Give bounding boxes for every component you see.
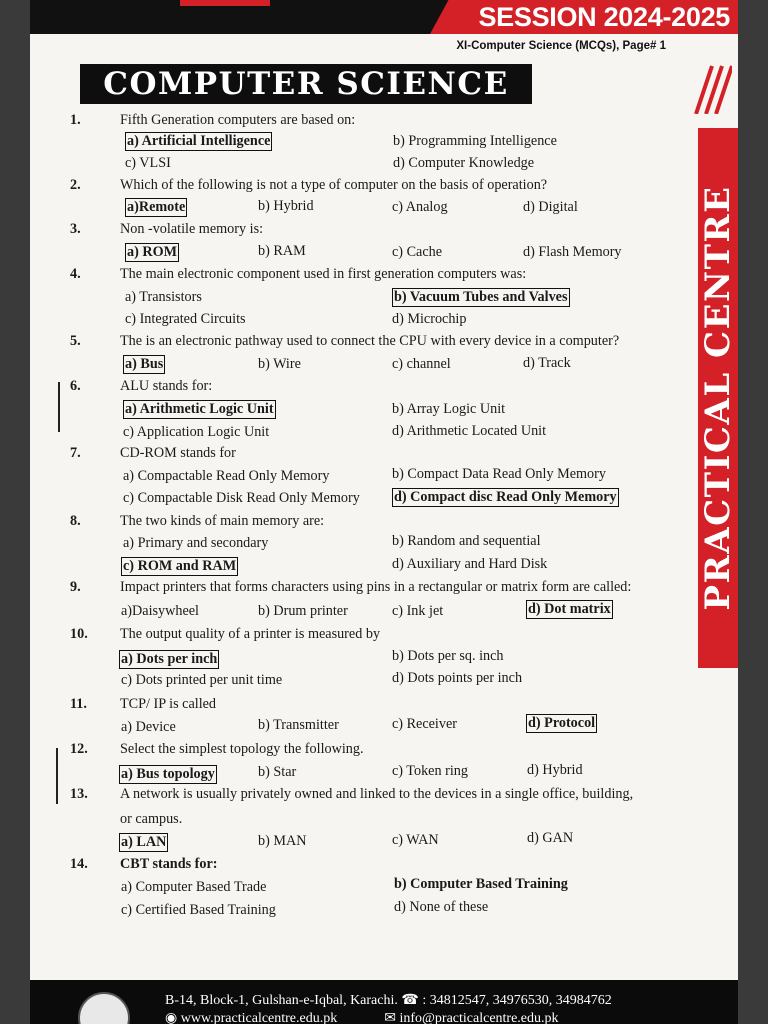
- option-d: d) Flash Memory: [523, 244, 622, 260]
- answer-option: a) Bus topology: [121, 766, 215, 782]
- answer-option: c) ROM and RAM: [123, 558, 237, 574]
- option-d: d) Microchip: [392, 311, 467, 327]
- question-text: The is an electronic pathway used to connect the CPU with every device in a computer?: [120, 333, 620, 349]
- question-number: 8.: [70, 513, 81, 529]
- answer-option: b) Computer Based Training: [394, 876, 568, 892]
- question-number: 9.: [70, 579, 81, 595]
- option-c: c) Certified Based Training: [121, 902, 276, 918]
- option-c: c) Cache: [392, 244, 443, 260]
- option-c: c) VLSI: [125, 155, 171, 171]
- option-b: b) Star: [258, 764, 297, 780]
- mcq-page: [30, 0, 738, 1024]
- answer-option: a) Bus: [125, 356, 164, 372]
- footer-contact-line: [165, 1010, 559, 1024]
- side-banner-text: PRACTICAL CENTRE: [698, 185, 738, 611]
- option-b: b) Array Logic Unit: [392, 401, 506, 417]
- question-text: Non -volatile memory is:: [120, 221, 264, 237]
- option-a: a)Daisywheel: [121, 603, 199, 619]
- question-text: CBT stands for:: [120, 856, 218, 872]
- answer-option: d) Protocol: [528, 715, 596, 731]
- question-number: 3.: [70, 221, 81, 237]
- phone-icon: ☎: [401, 993, 419, 1008]
- question-text: The main electronic component used in first generation computers was:: [120, 266, 527, 282]
- email-link[interactable]: info@practicalcentre.edu.pk: [399, 1011, 559, 1024]
- option-b: b) RAM: [258, 243, 306, 259]
- question-number: 5.: [70, 333, 81, 349]
- question-text: TCP/ IP is called: [120, 696, 217, 712]
- option-d: d) Dots points per inch: [392, 670, 523, 686]
- option-d: d) None of these: [394, 899, 489, 915]
- address: B-14, Block-1, Gulshan-e-Iqbal, Karachi.: [165, 993, 398, 1008]
- question-text: The output quality of a printer is measured by: [120, 626, 381, 642]
- question-number: 4.: [70, 266, 81, 282]
- option-d: d) GAN: [527, 830, 574, 846]
- question-number: 12.: [70, 741, 88, 757]
- question-number: 13.: [70, 786, 88, 802]
- option-c: c) Ink jet: [392, 603, 444, 619]
- option-b: b) Transmitter: [258, 717, 339, 733]
- option-d: d) Track: [523, 355, 571, 371]
- question-number: 6.: [70, 378, 81, 394]
- answer-option: b) Vacuum Tubes and Valves: [394, 289, 568, 305]
- option-b: b) Programming Intelligence: [393, 133, 557, 149]
- question-text: ALU stands for:: [120, 378, 213, 394]
- option-a: a) Device: [121, 719, 176, 735]
- answer-option: a) ROM: [127, 244, 178, 260]
- question-text: Select the simplest topology the following.: [120, 741, 364, 757]
- option-b: b) Wire: [258, 356, 301, 372]
- option-d: d) Hybrid: [527, 762, 583, 778]
- question-text: Fifth Generation computers are based on:: [120, 112, 356, 128]
- option-d: d) Arithmetic Located Unit: [392, 423, 547, 439]
- question-number: 1.: [70, 112, 81, 128]
- answer-option: a) Dots per inch: [121, 651, 218, 667]
- answer-option: a) Arithmetic Logic Unit: [125, 401, 274, 417]
- website-link[interactable]: www.practicalcentre.edu.pk: [180, 1011, 338, 1024]
- question-number: 10.: [70, 626, 88, 642]
- option-c: c) Integrated Circuits: [125, 311, 246, 327]
- option-c: c) Receiver: [392, 716, 457, 732]
- session-title: SESSION 2024-2025: [478, 2, 730, 32]
- option-a: a) Primary and secondary: [123, 535, 269, 551]
- footer: [30, 980, 738, 1024]
- question-text: A network is usually privately owned and linked to the devices in a single office, building,: [120, 786, 634, 802]
- answer-option: d) Compact disc Read Only Memory: [394, 489, 617, 505]
- answer-option: a) LAN: [121, 834, 167, 850]
- option-c: c) Dots printed per unit time: [121, 672, 283, 688]
- option-a: a) Computer Based Trade: [121, 879, 267, 895]
- pen-mark: [56, 748, 58, 804]
- globe-icon: ◉: [165, 1011, 178, 1024]
- option-b: b) MAN: [258, 833, 307, 849]
- footer-address-line: [165, 992, 612, 1009]
- option-c: c) channel: [392, 356, 451, 372]
- page-label: XI-Computer Science (MCQs), Page# 1: [456, 40, 666, 52]
- page-title: COMPUTER SCIENCE: [103, 66, 509, 102]
- question-number: 2.: [70, 177, 81, 193]
- option-d: d) Computer Knowledge: [393, 155, 535, 171]
- option-a: a) Compactable Read Only Memory: [123, 468, 330, 484]
- option-d: d) Auxiliary and Hard Disk: [392, 556, 548, 572]
- question-number: 11.: [70, 696, 87, 712]
- option-b: b) Dots per sq. inch: [392, 648, 504, 664]
- email-icon: ✉: [384, 1011, 396, 1024]
- question-text: Impact printers that forms characters using pins in a rectangular or matrix form are called:: [120, 579, 632, 595]
- question-text: CD-ROM stands for: [120, 445, 236, 461]
- option-b: b) Random and sequential: [392, 533, 541, 549]
- pen-mark: [58, 382, 60, 432]
- option-b: b) Compact Data Read Only Memory: [392, 466, 606, 482]
- question-number: 7.: [70, 445, 81, 461]
- option-d: d) Digital: [523, 199, 578, 215]
- question-text-continued: or campus.: [120, 811, 183, 827]
- slash-decoration-icon: [688, 62, 732, 114]
- option-c: c) WAN: [392, 832, 439, 848]
- answer-option: a)Remote: [127, 199, 186, 215]
- option-b: b) Drum printer: [258, 603, 348, 619]
- question-text: The two kinds of main memory are:: [120, 513, 325, 529]
- option-c: c) Compactable Disk Read Only Memory: [123, 490, 360, 506]
- option-c: c) Analog: [392, 199, 448, 215]
- option-a: a) Transistors: [125, 289, 202, 305]
- title-box: [80, 64, 532, 104]
- phones: : 34812547, 34976530, 34984762: [422, 993, 612, 1008]
- option-c: c) Token ring: [392, 763, 468, 779]
- question-text: Which of the following is not a type of computer on the basis of operation?: [120, 177, 548, 193]
- option-b: b) Hybrid: [258, 198, 314, 214]
- option-c: c) Application Logic Unit: [123, 424, 270, 440]
- answer-option: a) Artificial Intelligence: [127, 133, 271, 149]
- top-red-accent: [180, 0, 270, 6]
- answer-option: d) Dot matrix: [528, 601, 611, 617]
- question-number: 14.: [70, 856, 88, 872]
